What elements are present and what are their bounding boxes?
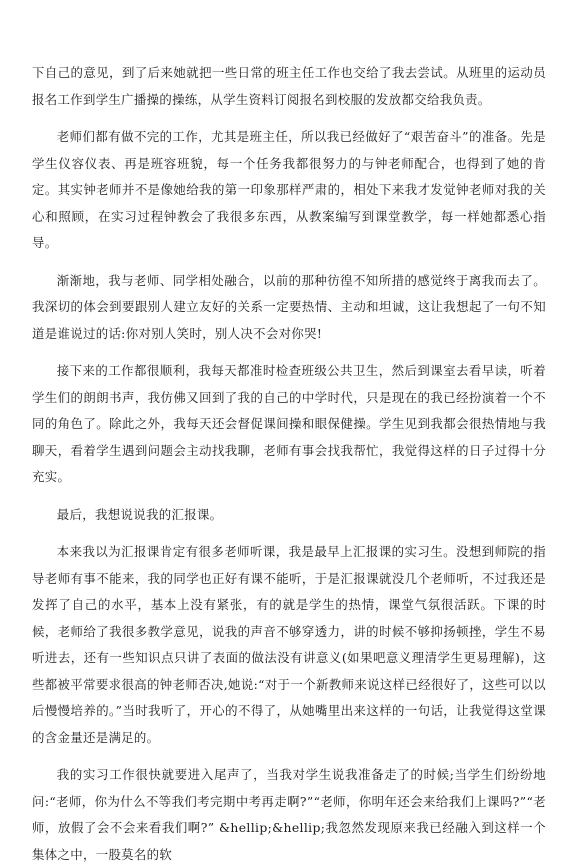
paragraph-4: 接下来的工作都很顺利，我每天都准时检查班级公共卫生，然后到课室去看早读，听着学生们的朗朗书声，我仿佛又回到了我的自己的中学时代，只是现在的我已经扮演着一个不同的角色了。除此之外，我每天还会督促课间操和眼保健操。学生见到我都会很热情地与我聊天，看着学生遇到问题会主动找我聊，老师有事会找我帮忙，我觉得这样的日子过得十分充实。 [32,363,546,484]
paragraph-2: 老师们都有做不完的工作，尤其是班主任，所以我已经做好了“艰苦奋斗”的准备。先是学生仪容仪表、再是班容班貌，每一个任务我都很努力的与钟老师配合，也得到了她的肯定。其实钟老师并不是像她给我的第一印象那样严肃的，相处下来我才发觉钟老师对我的关心和照顾，在实习过程钟教会了我很多东西，从教案编写到课堂教学，每一样她都悉心指导。 [32,129,546,250]
paragraph-3: 渐渐地，我与老师、同学相处融合，以前的那种彷徨不知所措的感觉终于离我而去了。我深切的体会到要跟别人建立友好的关系一定要热情、主动和坦诚，这让我想起了一句不知道是谁说过的话:你对别人笑时，别人决不会对你哭! [32,272,546,341]
paragraph-5: 最后，我想说说我的汇报课。 [56,506,223,522]
paragraph-7: 我的实习工作很快就要进入尾声了，当我对学生说我准备走了的时候;当学生们纷纷地问:“老师，你为什么不等我们考完期中考再走啊?”“老师，你明年还会来给我们上课吗?”“老师，放假了会不会来看我们啊?” &hellip;&hellip;我忽然发现原来我已经融入到这样一个集体之中，一股莫名的软 [32,767,546,862]
paragraph-6: 本来我以为汇报课肯定有很多老师听课，我是最早上汇报课的实习生。没想到师院的指导老师有事不能来，我的同学也正好有课不能听，于是汇报课就没几个老师听，不过我还是发挥了自己的水平，基本上没有紧张，有的就是学生的热情，课堂气氛很活跃。下课的时候，老师给了我很多教学意见，说我的声音不够穿透力，讲的时候不够抑扬顿挫，学生不易听进去，还有一些知识点只讲了表面的做法没有讲意义(如果吧意义理清学生更易理解)，这些都被平常要求很高的钟老师否决,她说:“对于一个新教师来说这样已经很好了，这些可以以后慢慢培养的。”当时我听了，开心的不得了，从她嘴里出来这样的一句话，让我觉得这堂课的含金量还是满足的。 [32,544,546,745]
paragraph-1: 下自己的意见，到了后来她就把一些日常的班主任工作也交给了我去尝试。从班里的运动员报名工作到学生广播操的操练，从学生资料订阅报名到校服的发放都交给我负责。 [32,65,546,107]
